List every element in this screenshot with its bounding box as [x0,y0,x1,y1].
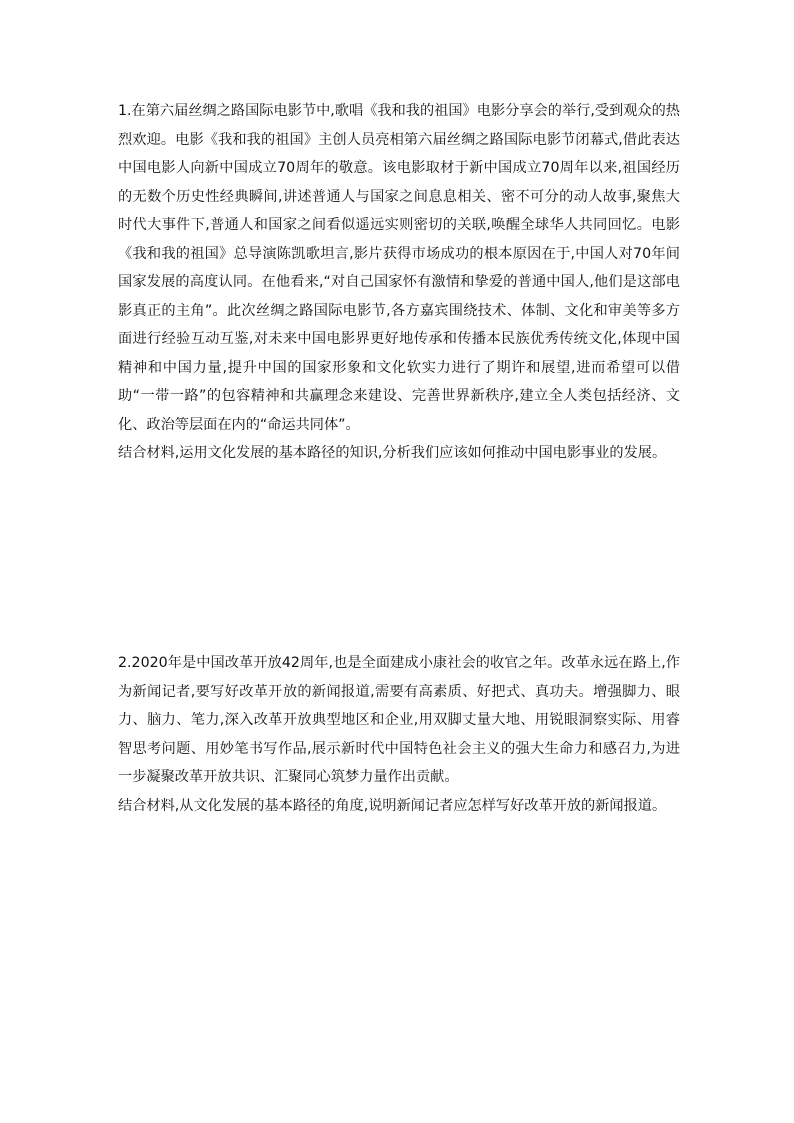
question-2-prompt: 结合材料,从文化发展的基本路径的角度,说明新闻记者应怎样写好改革开放的新闻报道。 [118,797,667,814]
question-1-prompt: 结合材料,运用文化发展的基本路径的知识,分析我们应该如何推动中国电影事业的发展。 [118,445,667,461]
question-1-material: 1.在第六届丝绸之路国际电影节中,歌唱《我和我的祖国》电影分享会的举行,受到观众的热烈欢迎。电影《我和我的祖国》主创人员亮相第六届丝绸之路国际电影节闭幕式,借此表达中国电影人向新中国成立70周年的敬意。该电影取材于新中国成立70周年以来,祖国经历的无数个历史性经典瞬间,讲述普通人与国家之间息息相关、密不可分的动人故事,聚焦大时代大事件下,普通人和国家之间看似遥远实则密切的关联,唤醒全球华人共同回忆。电影《我和我的祖国》总导演陈凯歌坦言,影片获得市场成功的根本原因在于,中国人对70年间国家发展的高度认同。在他看来,“对自己国家怀有激情和挚爱的普通中国人,他们是这部电影真正的主角”。此次丝绸之路国际电影节,各方嘉宾围绕技术、体制、文化和审美等多方面进行经验互动互鉴,对未来中国电影界更好地传承和传播本民族优秀传统文化,体现中国精神和中国力量,提升中国的国家形象和文化软实力进行了期许和展望,进而希望可以借助“一带一路”的包容精神和共赢理念来建设、完善世界新秩序,建立全人类包括经济、文化、政治等层面在内的“命运共同体”。 [118,103,680,433]
question-2 [118,649,680,820]
question-2-material: 2.2020年是中国改革开放42周年,也是全面建成小康社会的收官之年。改革永远在路上,作为新闻记者,要写好改革开放的新闻报道,需要有高素质、好把式、真功夫。增强脚力、眼力、脑力、笔力,深入改革开放典型地区和企业,用双脚丈量大地、用锐眼洞察实际、用睿智思考问题、用妙笔书写作品,展示新时代中国特色社会主义的强大生命力和感召力,为进一步凝聚改革开放共识、汇聚同心筑梦力量作出贡献。 [118,655,680,785]
question-1 [118,97,680,468]
